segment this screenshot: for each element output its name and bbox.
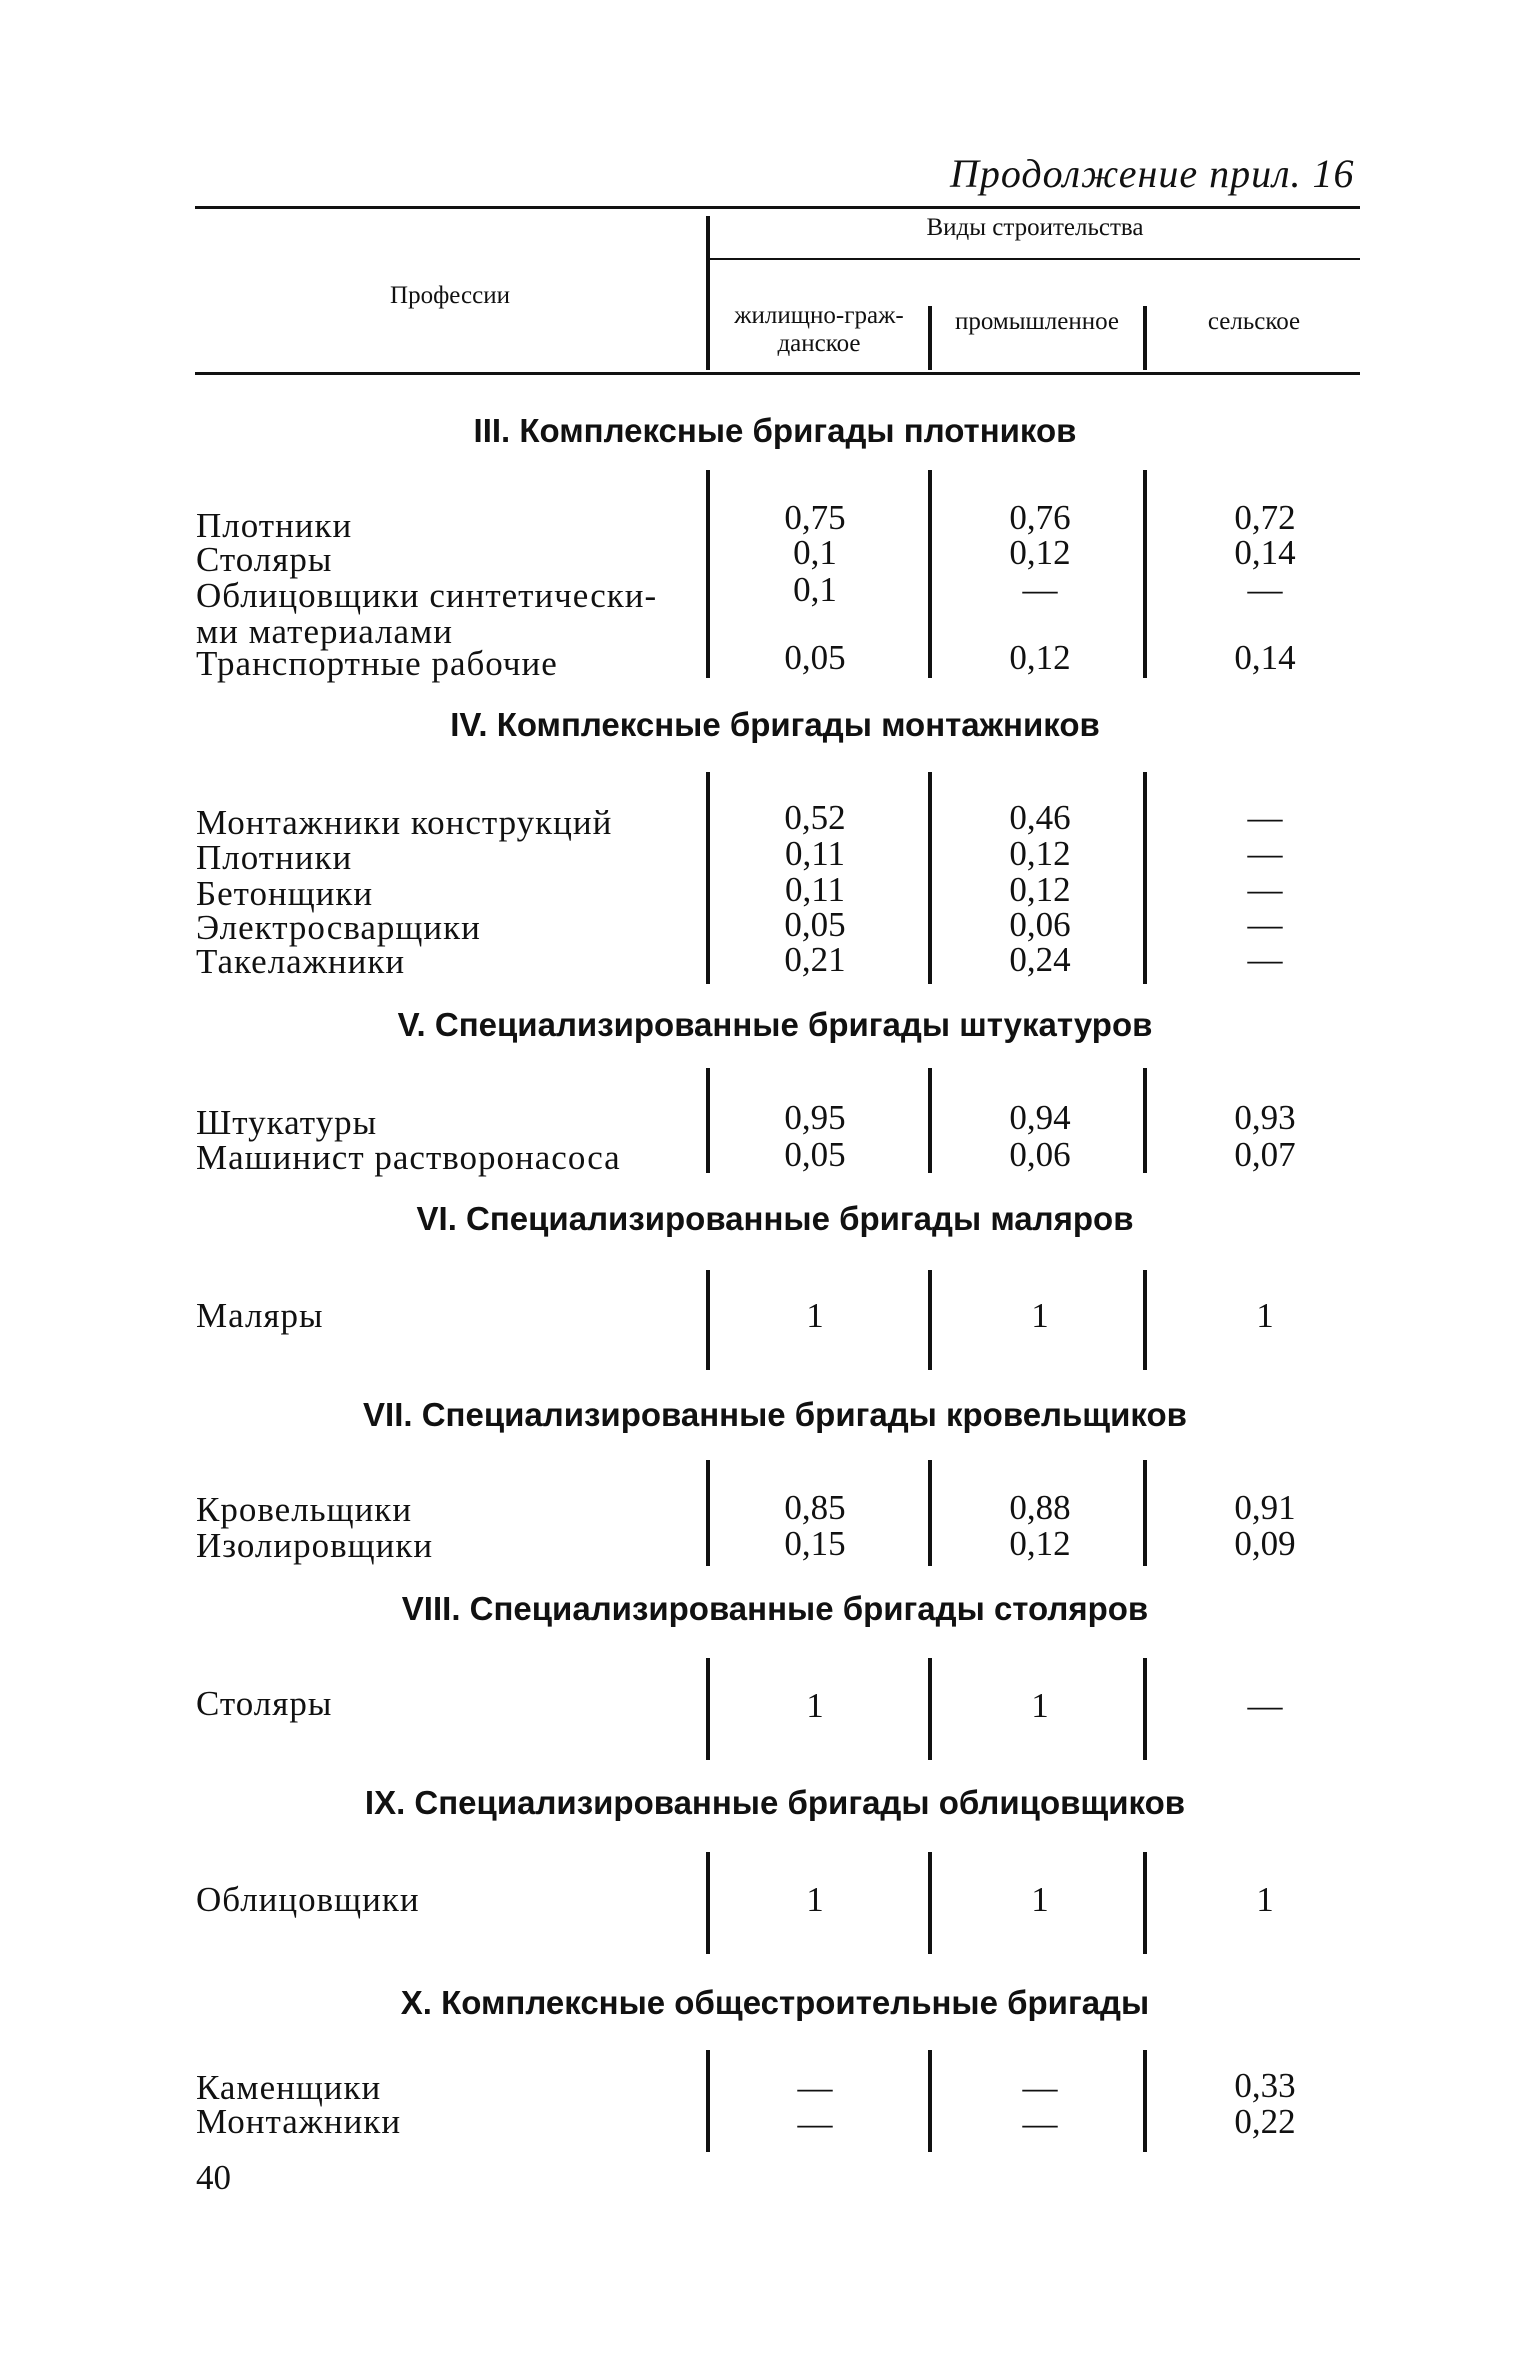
profession-name: Маляры: [196, 1296, 324, 1335]
value-cell: 0,91: [1234, 1488, 1296, 1527]
running-head: Продолжение прил. 16: [950, 151, 1355, 196]
profession-name: Плотники: [196, 838, 353, 877]
header-bottom-rule: [195, 372, 1360, 375]
value-cell: 0,88: [1009, 1488, 1071, 1527]
section-title: X. Комплексные общестроительные бригады: [400, 1984, 1150, 2021]
profession-name: Столяры: [196, 540, 333, 579]
value-cell: 1: [1256, 1880, 1274, 1919]
value-cell: 0,72: [1234, 498, 1296, 537]
value-cell: 0,12: [1009, 638, 1071, 677]
value-cell: 0,95: [784, 1098, 846, 1137]
profession-name: Монтажники: [196, 2102, 402, 2141]
profession-name: Бетонщики: [196, 874, 374, 913]
value-cell: 0,12: [1009, 533, 1071, 572]
section-title: III. Комплексные бригады плотников: [473, 412, 1077, 449]
table-top-rule: [195, 206, 1360, 209]
section-title: V. Специализированные бригады штукатуров: [397, 1006, 1153, 1043]
column-divider: [928, 1270, 932, 1370]
value-cell: 0,05: [784, 905, 846, 944]
profession-name: Облицовщики: [196, 1880, 420, 1919]
value-cell: —: [1247, 834, 1283, 873]
column-divider: [706, 1852, 710, 1954]
value-cell: 0,22: [1234, 2102, 1296, 2141]
column-divider: [706, 772, 710, 984]
column-divider: [928, 1852, 932, 1954]
header-professions: Профессии: [390, 282, 510, 309]
value-cell: 0,14: [1234, 638, 1296, 677]
column-divider: [928, 1460, 932, 1566]
column-divider: [928, 1658, 932, 1760]
value-cell: 0,1: [793, 570, 837, 609]
column-divider: [928, 470, 932, 678]
value-cell: 0,12: [1009, 834, 1071, 873]
header-col-residential-line1: жилищно-граж-: [734, 302, 904, 329]
value-cell: —: [1247, 798, 1283, 837]
value-cell: 0,52: [784, 798, 846, 837]
value-cell: 0,1: [793, 533, 837, 572]
column-divider: [706, 470, 710, 678]
value-cell: 0,15: [784, 1524, 846, 1563]
group-header-rule: [710, 258, 1360, 260]
header-col-industrial: промышленное: [954, 308, 1119, 335]
value-cell: 1: [1031, 1686, 1049, 1725]
page-number: 40: [196, 2158, 231, 2197]
value-cell: —: [1247, 870, 1283, 909]
value-cell: 0,09: [1234, 1524, 1296, 1563]
value-cell: 0,06: [1009, 905, 1071, 944]
value-cell: 1: [1031, 1296, 1049, 1335]
value-cell: 0,07: [1234, 1135, 1296, 1174]
profession-name: Машинист растворонасоса: [196, 1138, 621, 1177]
value-cell: 0,76: [1009, 498, 1071, 537]
column-divider: [706, 1270, 710, 1370]
value-cell: 0,05: [784, 1135, 846, 1174]
value-cell: 0,06: [1009, 1135, 1071, 1174]
profession-name: Столяры: [196, 1684, 333, 1723]
profession-name: Плотники: [196, 506, 353, 545]
column-divider: [706, 2050, 710, 2152]
value-cell: 0,33: [1234, 2066, 1296, 2105]
header-col-residential: [712, 302, 926, 358]
profession-name: Монтажники конструкций: [196, 803, 613, 842]
section-title: IV. Комплексные бригады монтажников: [450, 706, 1100, 743]
value-cell: 1: [806, 1296, 824, 1335]
value-cell: 0,11: [785, 870, 845, 909]
value-cell: 0,05: [784, 638, 846, 677]
value-cell: —: [797, 2068, 833, 2107]
profession-name: Транспортные рабочие: [196, 644, 558, 683]
column-divider: [928, 2050, 932, 2152]
section-title: VIII. Специализированные бригады столяров: [401, 1590, 1149, 1627]
profession-name: Такелажники: [196, 942, 406, 981]
header-col-residential-line2: данское: [777, 330, 861, 357]
value-cell: 1: [806, 1880, 824, 1919]
value-cell: 0,93: [1234, 1098, 1296, 1137]
profession-name: Электросварщики: [196, 908, 481, 947]
value-cell: —: [797, 2104, 833, 2143]
value-cell: 0,12: [1009, 1524, 1071, 1563]
value-cell: 1: [1031, 1880, 1049, 1919]
profession-name: Кровельщики: [196, 1490, 413, 1529]
column-divider: [928, 772, 932, 984]
column-divider: [928, 1068, 932, 1173]
value-cell: 0,85: [784, 1488, 846, 1527]
value-cell: 0,46: [1009, 798, 1071, 837]
column-divider: [706, 1068, 710, 1173]
header-divider-3: [1143, 306, 1147, 370]
value-cell: 0,11: [785, 834, 845, 873]
column-divider: [706, 1460, 710, 1566]
value-cell: 0,21: [784, 940, 846, 979]
profession-name: ми материалами: [196, 612, 453, 651]
value-cell: 0,24: [1009, 940, 1071, 979]
value-cell: 0,75: [784, 498, 846, 537]
value-cell: 0,12: [1009, 870, 1071, 909]
column-divider: [706, 1658, 710, 1760]
value-cell: —: [1247, 940, 1283, 979]
value-cell: —: [1022, 570, 1058, 609]
section-title: VI. Специализированные бригады маляров: [416, 1200, 1134, 1237]
profession-name: Облицовщики синтетически-: [196, 576, 658, 615]
profession-name: Изолировщики: [196, 1526, 434, 1565]
profession-name: Каменщики: [196, 2068, 382, 2107]
value-cell: 1: [806, 1686, 824, 1725]
value-cell: —: [1022, 2104, 1058, 2143]
value-cell: 0,94: [1009, 1098, 1071, 1137]
value-cell: —: [1247, 570, 1283, 609]
value-cell: —: [1247, 905, 1283, 944]
header-col-rural: сельское: [1207, 308, 1301, 335]
section-title: VII. Специализированные бригады кровельщиков: [363, 1396, 1187, 1433]
profession-name: Штукатуры: [196, 1103, 378, 1142]
value-cell: —: [1247, 1686, 1283, 1725]
section-title: IX. Специализированные бригады облицовщиков: [364, 1784, 1186, 1821]
value-cell: 0,14: [1234, 533, 1296, 572]
header-group-label: Виды строительства: [926, 214, 1144, 241]
value-cell: —: [1022, 2068, 1058, 2107]
value-cell: 1: [1256, 1296, 1274, 1335]
